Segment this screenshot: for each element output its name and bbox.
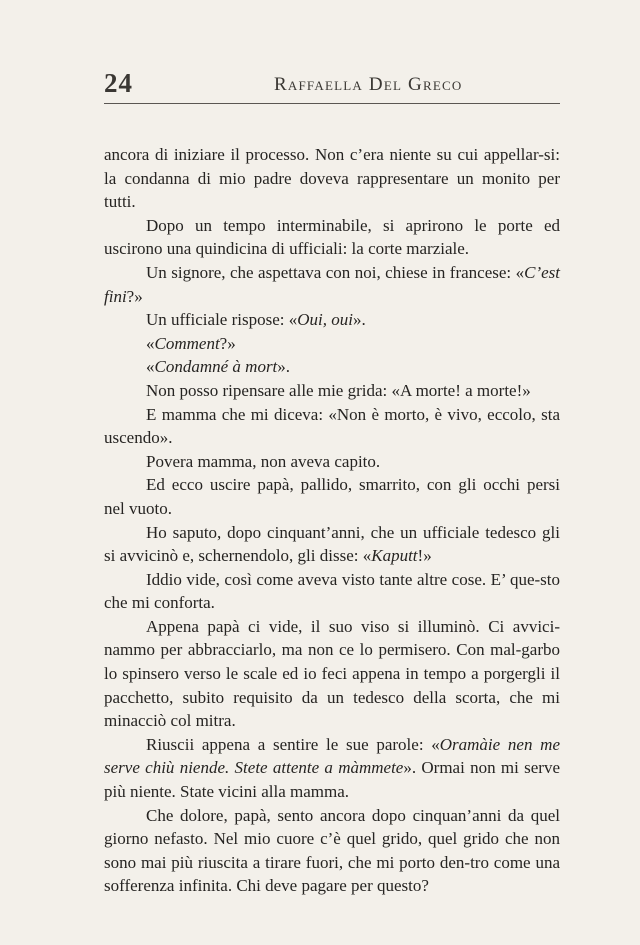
paragraph: Ho saputo, dopo cinquant’anni, che un ufficiale tedesco gli si avvicinò e, schernendolo, gli disse: «Kaputt!» [104, 522, 560, 566]
body-text [104, 143, 560, 898]
italic-quote: Oui, oui [297, 310, 353, 330]
paragraph: Dopo un tempo interminabile, si aprirono le porte ed uscirono una quindicina di ufficiali: la corte marziale. [104, 215, 560, 259]
running-head-author: Raffaella Del Greco [274, 74, 463, 95]
paragraph: Ed ecco uscire papà, pallido, smarrito, con gli occhi persi nel vuoto. [104, 475, 560, 518]
header-rule [104, 103, 560, 104]
paragraph: «Condamné à mort». [146, 357, 291, 377]
paragraph: Che dolore, papà, sento ancora dopo cinquan’anni da quel giorno nefasto. Nel mio cuore c’è quel grido, quel grido che non sono mai più riuscita a tirare fuori, che mi porto den-tro come una sofferenza infinita. Chi deve pagare per questo? [104, 805, 560, 896]
paragraph: Un ufficiale rispose: «Oui, oui». [146, 310, 366, 330]
italic-quote: Kaputt [371, 546, 418, 566]
italic-quote: Comment [154, 333, 220, 353]
paragraph: Riuscii appena a sentire le sue parole: «Oramàie nen me serve chiù niende. Stete attente a màmmete». Ormai non mi serve più niente. State vicini alla mamma. [104, 734, 560, 802]
paragraph: Povera mamma, non aveva capito. [146, 451, 381, 471]
paragraph: ancora di iniziare il processo. Non c’era niente su cui appellar-si: la condanna di mio padre doveva rappresentare un monito per tutti. [104, 145, 560, 212]
italic-quote: Oramàie nen me serve chiù niende. Stete attente a màmmete [104, 734, 560, 778]
paragraph: «Comment?» [146, 333, 236, 353]
italic-quote: C’est fini [104, 262, 560, 306]
paragraph: E mamma che mi diceva: «Non è morto, è vivo, eccolo, sta uscendo». [104, 404, 560, 448]
paragraph: Un signore, che aspettava con noi, chiese in francese: «C’est fini?» [104, 262, 560, 306]
paragraph: Iddio vide, così come aveva visto tante altre cose. E’ que-sto che mi conforta. [104, 569, 560, 613]
page-header [104, 68, 560, 98]
page-number: 24 [104, 68, 133, 98]
italic-quote: Condamné à mort [154, 357, 278, 377]
paragraph: Non posso ripensare alle mie grida: «A morte! a morte!» [146, 380, 531, 400]
paragraph: Appena papà ci vide, il suo viso si illuminò. Ci avvici-nammo per abbracciarlo, ma non ce lo permisero. Con mal-garbo lo spinsero verso le scale ed io feci appena in tempo a porgergli il pacchetto, subito requisito da un tedesco della scorta, che mi minacciò col mitra. [104, 616, 560, 731]
